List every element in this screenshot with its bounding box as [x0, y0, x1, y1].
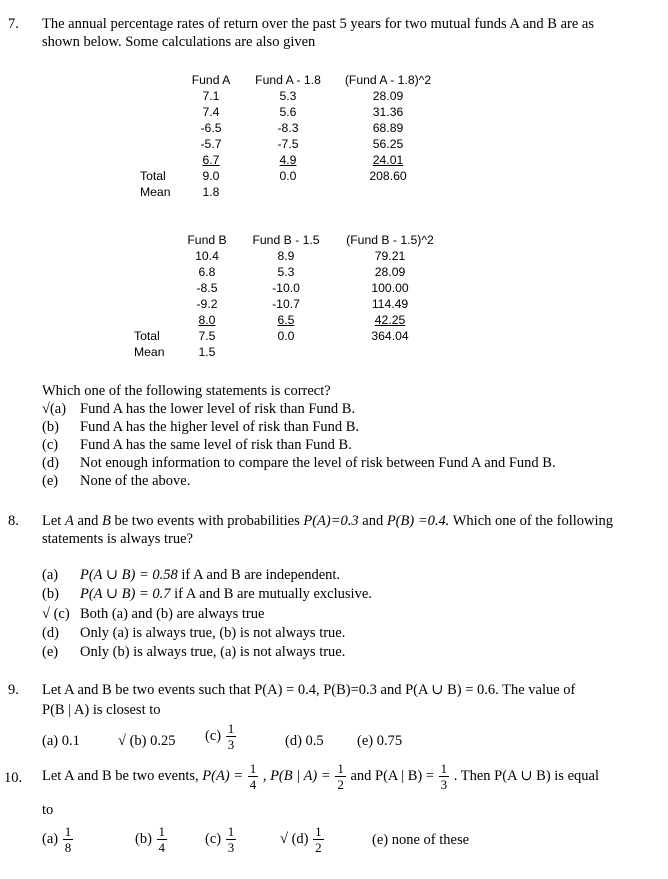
q7-option-b[interactable]: (b) Fund A has the higher level of risk than Fund B. — [42, 419, 360, 435]
fund-a-cell: -6.5 — [200, 121, 222, 135]
fund-a-total: 0.0 — [279, 169, 297, 183]
fund-a-total: 9.0 — [202, 169, 220, 183]
fund-b-total: 0.0 — [277, 329, 295, 343]
fund-b-cell: -9.2 — [196, 297, 218, 311]
q10-option-c[interactable]: (c) $\frac{1}{3}$ — [205, 824, 235, 855]
fund-b-header-3: (Fund B - 1.5)^2 — [346, 233, 434, 247]
q9-option-a[interactable]: (a) 0.1 — [42, 733, 80, 749]
q7-option-c[interactable]: (c) Fund A has the same level of risk than Fund B. — [42, 437, 352, 453]
fund-b-cell: 6.8 — [198, 265, 216, 279]
fund-a-header-3: (Fund A - 1.8)^2 — [344, 73, 432, 87]
fund-b-mean: 1.5 — [198, 345, 216, 359]
fund-a-cell: 6.7 — [202, 153, 220, 167]
fund-b-total: 364.04 — [371, 329, 409, 343]
fund-b-total: 7.5 — [198, 329, 216, 343]
q8-option-b[interactable]: (b) P(A ∪ B) = 0.7 if A and B are mutually exclusive. — [42, 586, 372, 602]
q7-option-d[interactable]: (d) Not enough information to compare the level of risk between Fund A and Fund B. — [42, 455, 556, 471]
fund-a-mean-label: Mean — [140, 185, 171, 199]
q8-number: 8. — [8, 513, 19, 529]
fund-b-cell: 79.21 — [374, 249, 406, 263]
q10-option-d[interactable]: √ (d) $\frac{1}{2}$ — [280, 824, 322, 855]
fund-b-cell: 28.09 — [374, 265, 406, 279]
fund-b-cell: -10.7 — [272, 297, 300, 311]
fund-a-cell: 24.01 — [372, 153, 404, 167]
fund-b-cell: 42.25 — [374, 313, 406, 327]
q10-option-b[interactable]: (b) $\frac{1}{4}$ — [135, 824, 166, 855]
q8-option-a[interactable]: (a) P(A ∪ B) = 0.58 if A and B are independent. — [42, 567, 341, 583]
fund-a-cell: 5.6 — [279, 105, 297, 119]
q8-option-c[interactable]: √ (c) Both (a) and (b) are always true — [42, 606, 265, 622]
fund-a-cell: -5.7 — [200, 137, 222, 151]
q7-option-e[interactable]: (e) None of the above. — [42, 473, 191, 489]
fund-a-cell: 7.1 — [202, 89, 220, 103]
fund-b-cell: 5.3 — [277, 265, 295, 279]
q8-option-d[interactable]: (d) Only (a) is always true, (b) is not always true. — [42, 625, 346, 641]
fund-a-header-1: Fund A — [191, 73, 231, 87]
fund-b-total-label: Total — [134, 329, 160, 343]
q10-option-a[interactable]: (a) $\frac{1}{8}$ — [42, 824, 72, 855]
fund-a-cell: 56.25 — [372, 137, 404, 151]
q9-option-e[interactable]: (e) 0.75 — [357, 733, 403, 749]
fund-b-cell: 114.49 — [371, 297, 409, 311]
q10-number: 10. — [4, 770, 23, 786]
fund-b-cell: 100.00 — [371, 281, 409, 295]
fund-a-total-label: Total — [140, 169, 166, 183]
fund-a-total: 208.60 — [369, 169, 407, 183]
fund-a-cell: 4.9 — [279, 153, 297, 167]
q9-number: 9. — [8, 682, 19, 698]
q8-text-line2: statements is always true? — [42, 531, 193, 547]
fund-a-header-2: Fund A - 1.8 — [255, 73, 321, 87]
fund-a-cell: 31.36 — [372, 105, 404, 119]
fund-b-cell: 6.5 — [277, 313, 295, 327]
q10-text-line1: Let A and B be two events, P(A) = $\frac{1}{4}$ , P(B | A) = $\frac{1}{2}$ and P(A | B) = $\frac{1}{3}$ . Then P(A ∪ B) is equal — [42, 761, 599, 792]
q10-option-e[interactable]: (e) none of these — [372, 832, 470, 848]
q8-text-line1: Let A and B be two events with probabilities P(A)=0.3 and P(B) =0.4. Which one of the following — [42, 513, 613, 529]
fund-a-cell: -7.5 — [277, 137, 299, 151]
fund-a-cell: -8.3 — [277, 121, 299, 135]
fund-b-cell: -10.0 — [272, 281, 300, 295]
q10-text-line2: to — [42, 802, 54, 818]
fund-b-header-2: Fund B - 1.5 — [252, 233, 320, 247]
q9-option-d[interactable]: (d) 0.5 — [285, 733, 324, 749]
fund-a-mean: 1.8 — [202, 185, 220, 199]
fund-a-cell: 68.89 — [372, 121, 404, 135]
q7-option-a[interactable]: √(a) Fund A has the lower level of risk than Fund B. — [42, 401, 356, 417]
fund-b-header-1: Fund B — [187, 233, 227, 247]
fund-a-cell: 7.4 — [202, 105, 220, 119]
q7-text-line1: The annual percentage rates of return over the past 5 years for two mutual funds A and B are as — [42, 16, 595, 32]
q7-number: 7. — [8, 16, 19, 32]
fund-a-cell: 28.09 — [372, 89, 404, 103]
fund-b-mean-label: Mean — [134, 345, 165, 359]
q7-text-line2: shown below. Some calculations are also given — [42, 34, 316, 50]
q8-option-e[interactable]: (e) Only (b) is always true, (a) is not always true. — [42, 644, 346, 660]
fund-b-cell: 8.0 — [198, 313, 216, 327]
fund-a-cell: 5.3 — [279, 89, 297, 103]
fraction: $\frac{1}{3}$ — [227, 721, 235, 752]
q9-option-c[interactable]: (c) $\frac{1}{3}$ — [205, 721, 235, 752]
q9-option-b[interactable]: √ (b) 0.25 — [118, 733, 176, 749]
q7-prompt: Which one of the following statements is correct? — [42, 383, 331, 399]
fund-b-cell: 8.9 — [277, 249, 295, 263]
fund-b-cell: 10.4 — [195, 249, 219, 263]
q9-text-line1: Let A and B be two events such that P(A) = 0.4, P(B)=0.3 and P(A ∪ B) = 0.6. The value of — [42, 682, 576, 698]
fund-b-cell: -8.5 — [196, 281, 218, 295]
q9-text-line2: P(B | A) is closest to — [42, 702, 161, 718]
